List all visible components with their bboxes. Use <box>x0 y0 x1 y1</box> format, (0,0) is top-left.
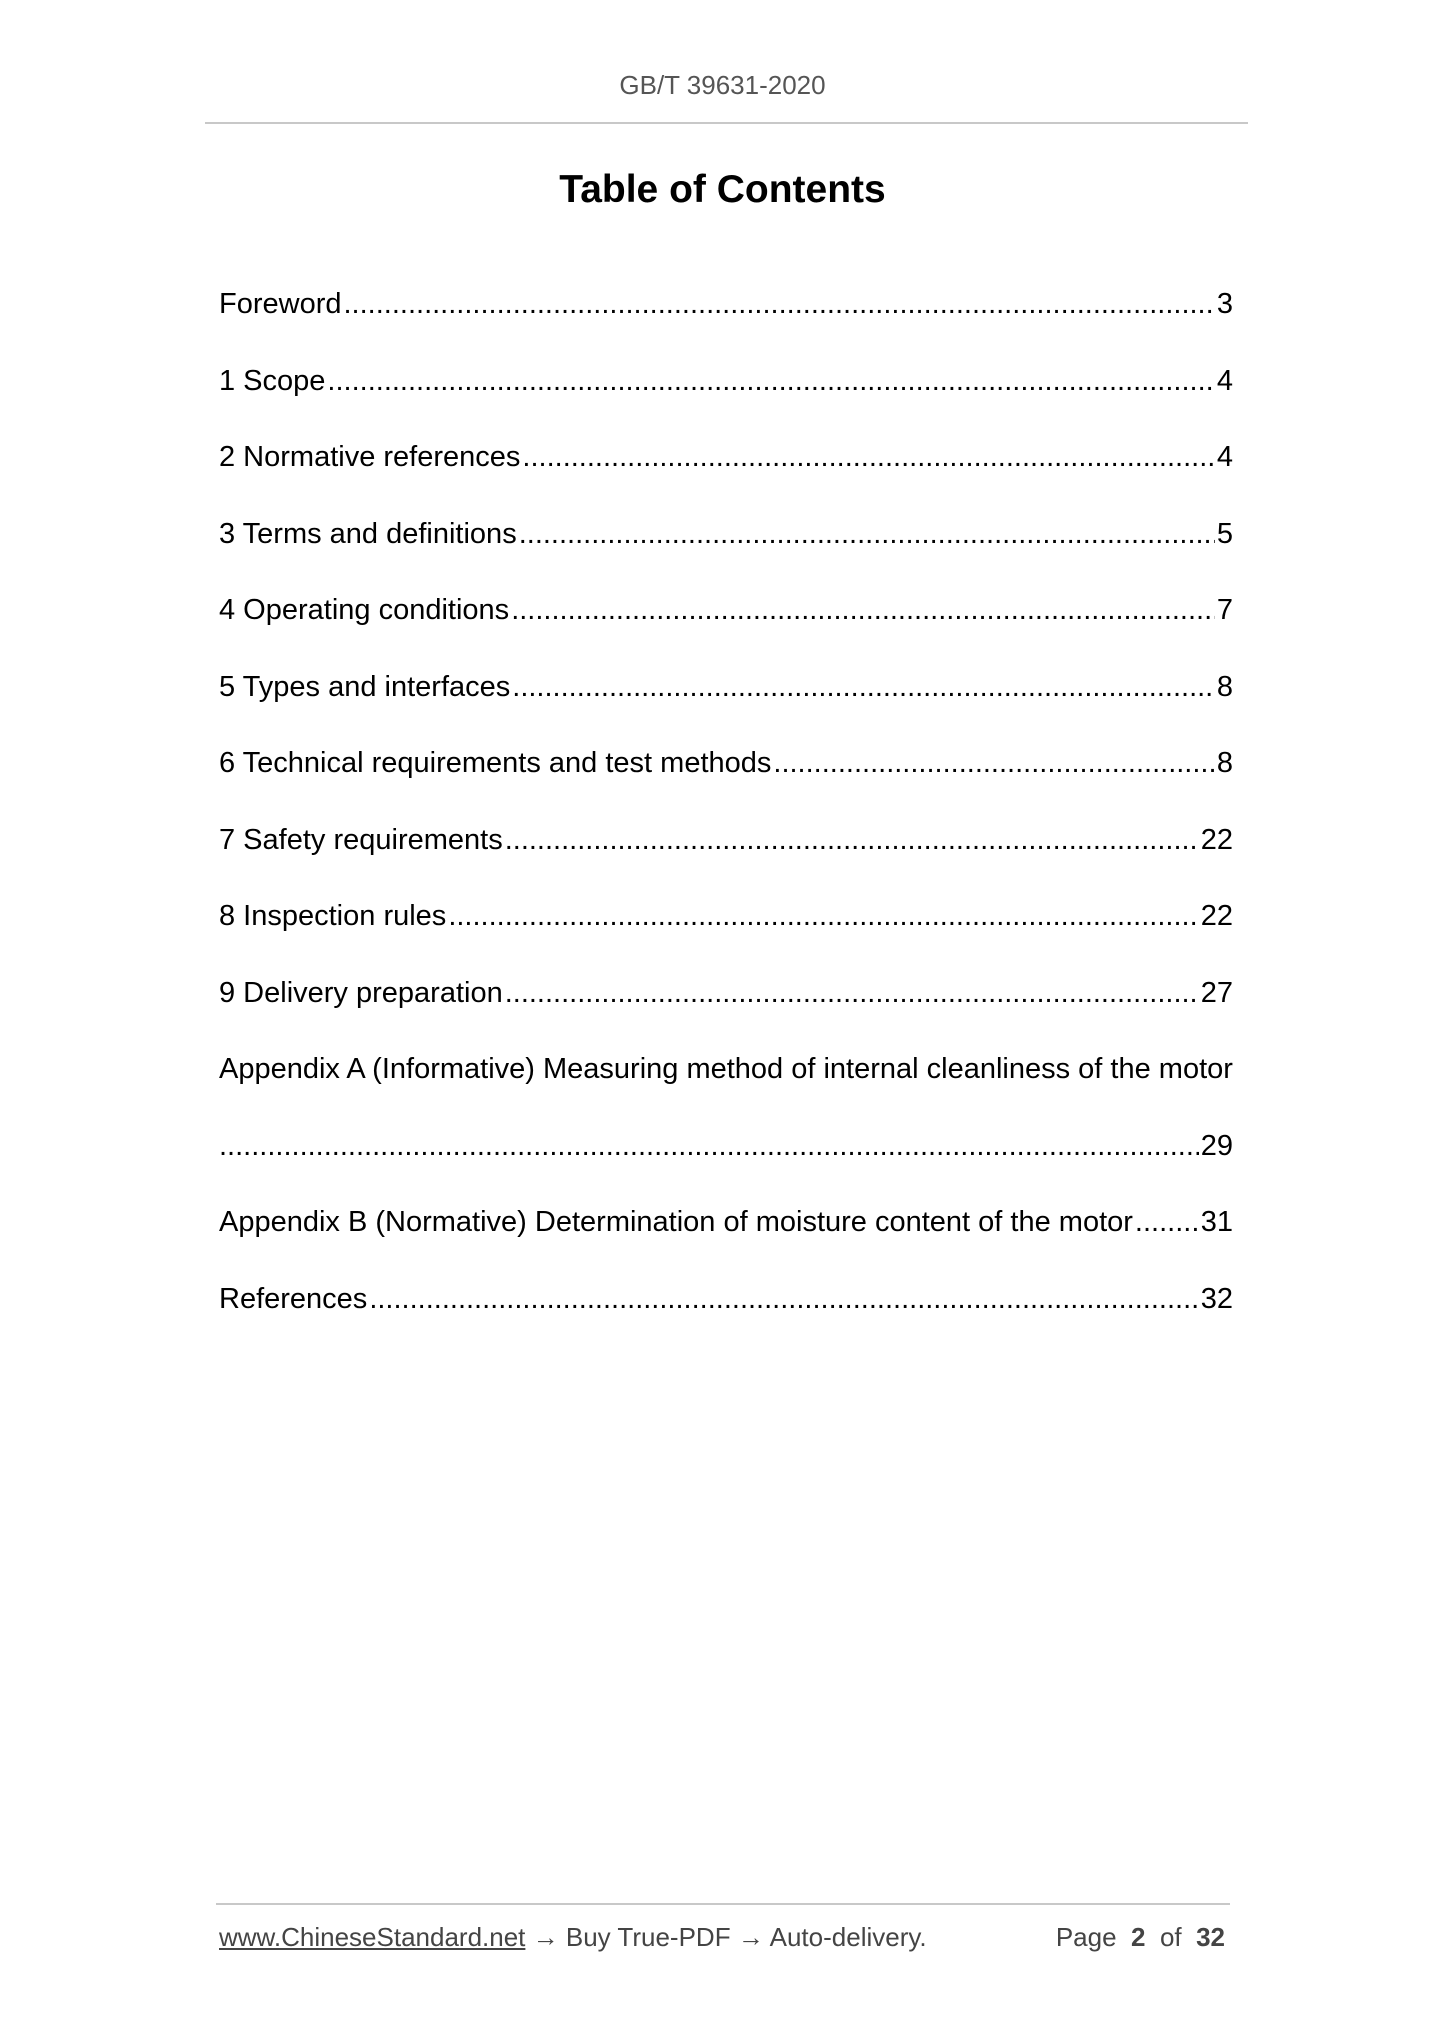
toc-entry-page: 5 <box>1216 517 1233 550</box>
toc-entry-page: 7 <box>1216 594 1233 626</box>
toc-entry-foreword[interactable] <box>219 288 1233 365</box>
toc-entry-label: 9 Delivery preparation <box>219 976 503 1009</box>
toc-entry-page: 8 <box>1216 747 1233 779</box>
toc-dot-leader <box>448 900 1198 933</box>
toc-entry-page: 22 <box>1200 900 1233 932</box>
toc-entry-page: 22 <box>1200 823 1233 856</box>
toc-dot-leader <box>522 441 1214 474</box>
toc-entry-label: 4 Operating conditions <box>219 594 510 626</box>
toc-entry-page: 4 <box>1216 364 1233 397</box>
footer-buy-text: Buy True-PDF <box>565 1922 731 1952</box>
page-word: Page <box>1055 1922 1117 1952</box>
toc-dot-leader <box>511 594 1215 627</box>
footer-auto-text: Auto-delivery. <box>769 1922 927 1952</box>
toc-dot-leader <box>344 288 1215 321</box>
toc-entry-label: 5 Types and interfaces <box>219 670 511 703</box>
toc-entry-terms-definitions[interactable] <box>219 518 1233 595</box>
document-header-id: GB/T 39631-2020 <box>619 70 826 100</box>
arrow-right-icon: → <box>532 1922 559 1952</box>
footer-divider <box>216 1903 1230 1905</box>
toc-entry-safety-requirements[interactable] <box>219 824 1233 901</box>
toc-entry-label: 3 Terms and definitions <box>219 517 517 550</box>
toc-dot-leader <box>1135 1206 1199 1239</box>
toc-entry-page: 8 <box>1216 670 1233 703</box>
toc-entry-technical-requirements[interactable] <box>219 747 1233 824</box>
of-word: of <box>1159 1922 1182 1952</box>
table-of-contents <box>219 288 1233 1359</box>
toc-entry-appendix-b[interactable] <box>219 1206 1233 1283</box>
toc-entry-delivery-preparation[interactable] <box>219 977 1233 1054</box>
toc-entry-page: 31 <box>1200 1206 1233 1238</box>
toc-entry-inspection-rules[interactable] <box>219 900 1233 977</box>
toc-dot-leader <box>519 518 1215 551</box>
toc-entry-operating-conditions[interactable] <box>219 594 1233 671</box>
page-number <box>1056 1922 1225 1953</box>
toc-entry-label: 8 Inspection rules <box>219 900 447 932</box>
toc-dot-leader <box>773 747 1214 780</box>
footer-promo <box>219 1922 927 1953</box>
arrow-right-icon: → <box>737 1922 764 1952</box>
toc-dot-leader <box>219 1130 1199 1163</box>
header-divider <box>205 122 1248 124</box>
toc-dot-leader <box>327 365 1214 398</box>
toc-entry-label: Appendix A (Informative) Measuring method of internal cleanliness of the motor <box>219 1053 1233 1085</box>
toc-entry-page: 27 <box>1200 976 1233 1009</box>
website-link[interactable]: www.ChineseStandard.net <box>219 1922 526 1952</box>
toc-dot-leader <box>505 824 1199 857</box>
toc-entry-scope[interactable] <box>219 365 1233 442</box>
toc-entry-label: 2 Normative references <box>219 441 521 473</box>
page-title: Table of Contents <box>559 168 886 211</box>
toc-entry-label: Appendix B (Normative) Determination of moisture content of the motor <box>219 1206 1133 1238</box>
toc-dot-leader <box>505 977 1199 1010</box>
toc-entry-label: References <box>219 1282 368 1315</box>
toc-entry-label: Foreword <box>219 288 342 320</box>
current-page-number: 2 <box>1131 1922 1146 1952</box>
toc-entry-types-interfaces[interactable] <box>219 671 1233 748</box>
toc-entry-label: 1 Scope <box>219 364 326 397</box>
toc-entry-page: 3 <box>1216 288 1233 320</box>
total-page-number: 32 <box>1196 1922 1225 1952</box>
toc-entry-appendix-a-continued[interactable] <box>219 1130 1233 1207</box>
toc-entry-page: 4 <box>1216 441 1233 473</box>
toc-entry-page: 29 <box>1200 1129 1233 1162</box>
toc-entry-references[interactable] <box>219 1283 1233 1360</box>
toc-entry-label: 6 Technical requirements and test methods <box>219 747 772 779</box>
toc-dot-leader <box>369 1283 1198 1316</box>
toc-dot-leader <box>512 671 1215 704</box>
toc-entry-normative-references[interactable] <box>219 441 1233 518</box>
toc-entry-appendix-a[interactable] <box>219 1053 1233 1130</box>
toc-entry-label: 7 Safety requirements <box>219 823 503 856</box>
toc-entry-page: 32 <box>1200 1282 1233 1315</box>
